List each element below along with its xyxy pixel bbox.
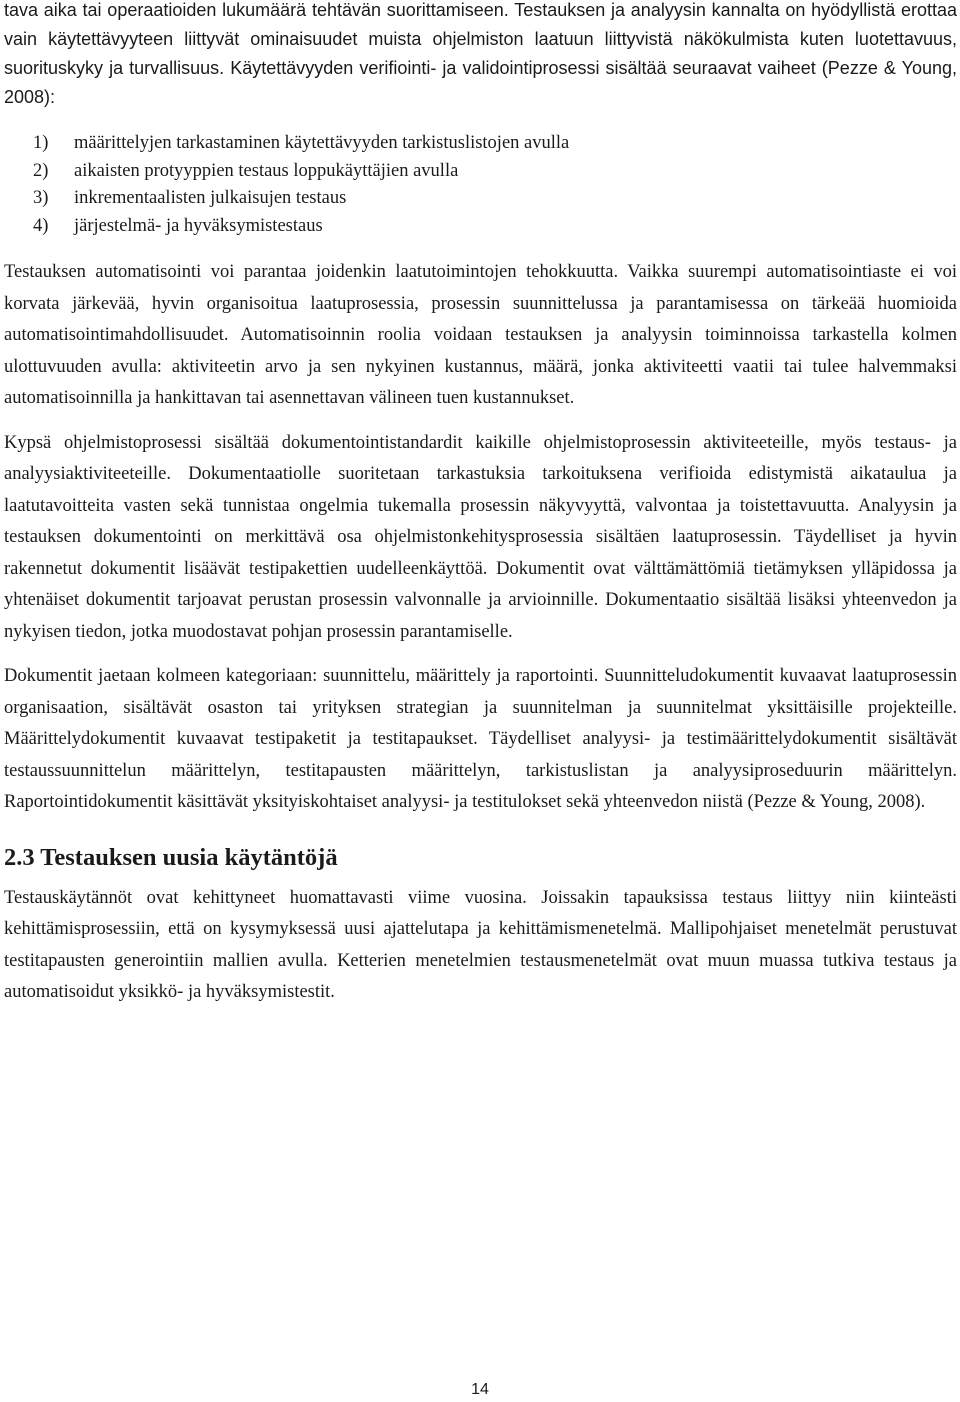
list-item bbox=[4, 130, 957, 158]
section-heading: 2.3 Testauksen uusia käytäntöjä bbox=[4, 843, 338, 871]
intro-paragraph: tava aika tai operaatioiden lukumäärä tehtävän suorittamiseen. Testauksen ja analyysin kannalta on hyödyllistä erottaa vain käytettävyyteen liittyvät ominaisuudet muista ohjelmiston laatuun liittyvistä näkökulmista kuten luotettavuus, suorituskyky ja turvallisuus. Käytettävyyden verifiointi- ja validointiprosessi sisältää seuraavat vaiheet (Pezze & Young, 2008): bbox=[4, 0, 957, 107]
list-item-number: 1) bbox=[33, 133, 49, 153]
list-item-number: 3) bbox=[33, 188, 49, 208]
list-item-number: 2) bbox=[33, 160, 49, 181]
paragraph-documentation: Kypsä ohjelmistoprosessi sisältää dokumentointistandardit kaikille ohjelmistoprosessin aktiviteeteille, myös testaus- ja analyysiaktiviteeteille. Dokumentaatiolle suoritetaan tarkastuksia tarkoituksena verifioida edistymistä aikataulua ja laatutavoitteita vasten sekä tunnistaa ongelmia tukemalla prosessin näkyvyyttä, valvontaa ja toistettavuutta. Analyysin ja testauksen dokumentointi on merkittävä osa ohjelmistonkehitysprosessia sisältäen laatuprosessin. Täydelliset ja hyvin rakennetut dokumentit lisäävät testipakettien uudelleenkäyttöä. Dokumentit ovat välttämättömiä tietämyksen ylläpidossa ja yhtenäiset dokumentit tarjoavat perustan prosessin valvonnalle ja arvioinnille. Dokumentaatio sisältää lisäksi yhteenvedon ja nykyisen tiedon, jotka muodostavat pohjan prosessin parantamiselle. bbox=[4, 432, 957, 642]
verification-steps-list bbox=[4, 130, 957, 240]
list-item bbox=[4, 185, 957, 213]
page-number: 14 bbox=[471, 1381, 489, 1398]
document-page bbox=[4, 0, 957, 1009]
paragraph-new-practices: Testauskäytännöt ovat kehittyneet huomattavasti viime vuosina. Joissakin tapauksissa testaus liittyy niin kiinteästi kehittämisprosessiin, että on kysymyksessä uusi ajattelutapa ja kehittämismenetelmä. Mallipohjaiset menetelmät perustuvat testitapausten generointiin mallien avulla. Ketterien menetelmien testausmenetelmät ovat muun muassa tutkiva testaus ja automatisoidut yksikkö- ja hyväksymistestit. bbox=[4, 887, 957, 1002]
list-item-text: määrittelyjen tarkastaminen käytettävyyden tarkistuslistojen avulla bbox=[74, 133, 570, 153]
list-item bbox=[4, 158, 957, 186]
list-item bbox=[4, 213, 957, 241]
list-item-number: 4) bbox=[33, 215, 49, 236]
paragraph-automation: Testauksen automatisointi voi parantaa joidenkin laatutoimintojen tehokkuutta. Vaikka suurempi automatisointiaste ei voi korvata järkevää, hyvin organisoitua laatuprosessia, prosessin suunnittelussa ja parantamisessa on tärkeää huomioida automatisointimahdollisuudet. Automatisoinnin roolia voidaan testauksen ja analyysin toiminnoissa tarkastella kolmen ulottuvuuden avulla: aktiviteetin arvo ja sen nykyinen kustannus, määrä, jonka aktiviteetti vaatii tai tulee halvemmaksi automatisoinnilla ja hankittavan tai asennettavan välineen tuen kustannukset. bbox=[4, 262, 957, 408]
list-item-text: aikaisten protyyppien testaus loppukäyttäjien avulla bbox=[74, 160, 459, 181]
paragraph-document-categories: Dokumentit jaetaan kolmeen kategoriaan: suunnittelu, määrittely ja raportointi. Suunnitteludokumentit kuvaavat laatuprosessin organisaation, sisältävät osaston tai yrityksen strategian ja suunnitelman ja suunnitelmat yksittäisille projekteille. Määrittelydokumentit kuvaavat testipaketit ja testitapaukset. Täydelliset analyysi- ja testimäärittelydokumentit sisältävät testaussuunnittelun määrittelyn, testitapausten määrittelyn, tarkistuslistan ja analyysiproseduurin määrittelyn. Raportointidokumentit käsittävät yksityiskohtaiset analyysi- ja testitulokset sekä yhteenvedon niistä (Pezze & Young, 2008). bbox=[4, 666, 957, 812]
list-item-text: inkrementaalisten julkaisujen testaus bbox=[74, 188, 347, 208]
list-item-text: järjestelmä- ja hyväksymistestaus bbox=[74, 215, 323, 236]
